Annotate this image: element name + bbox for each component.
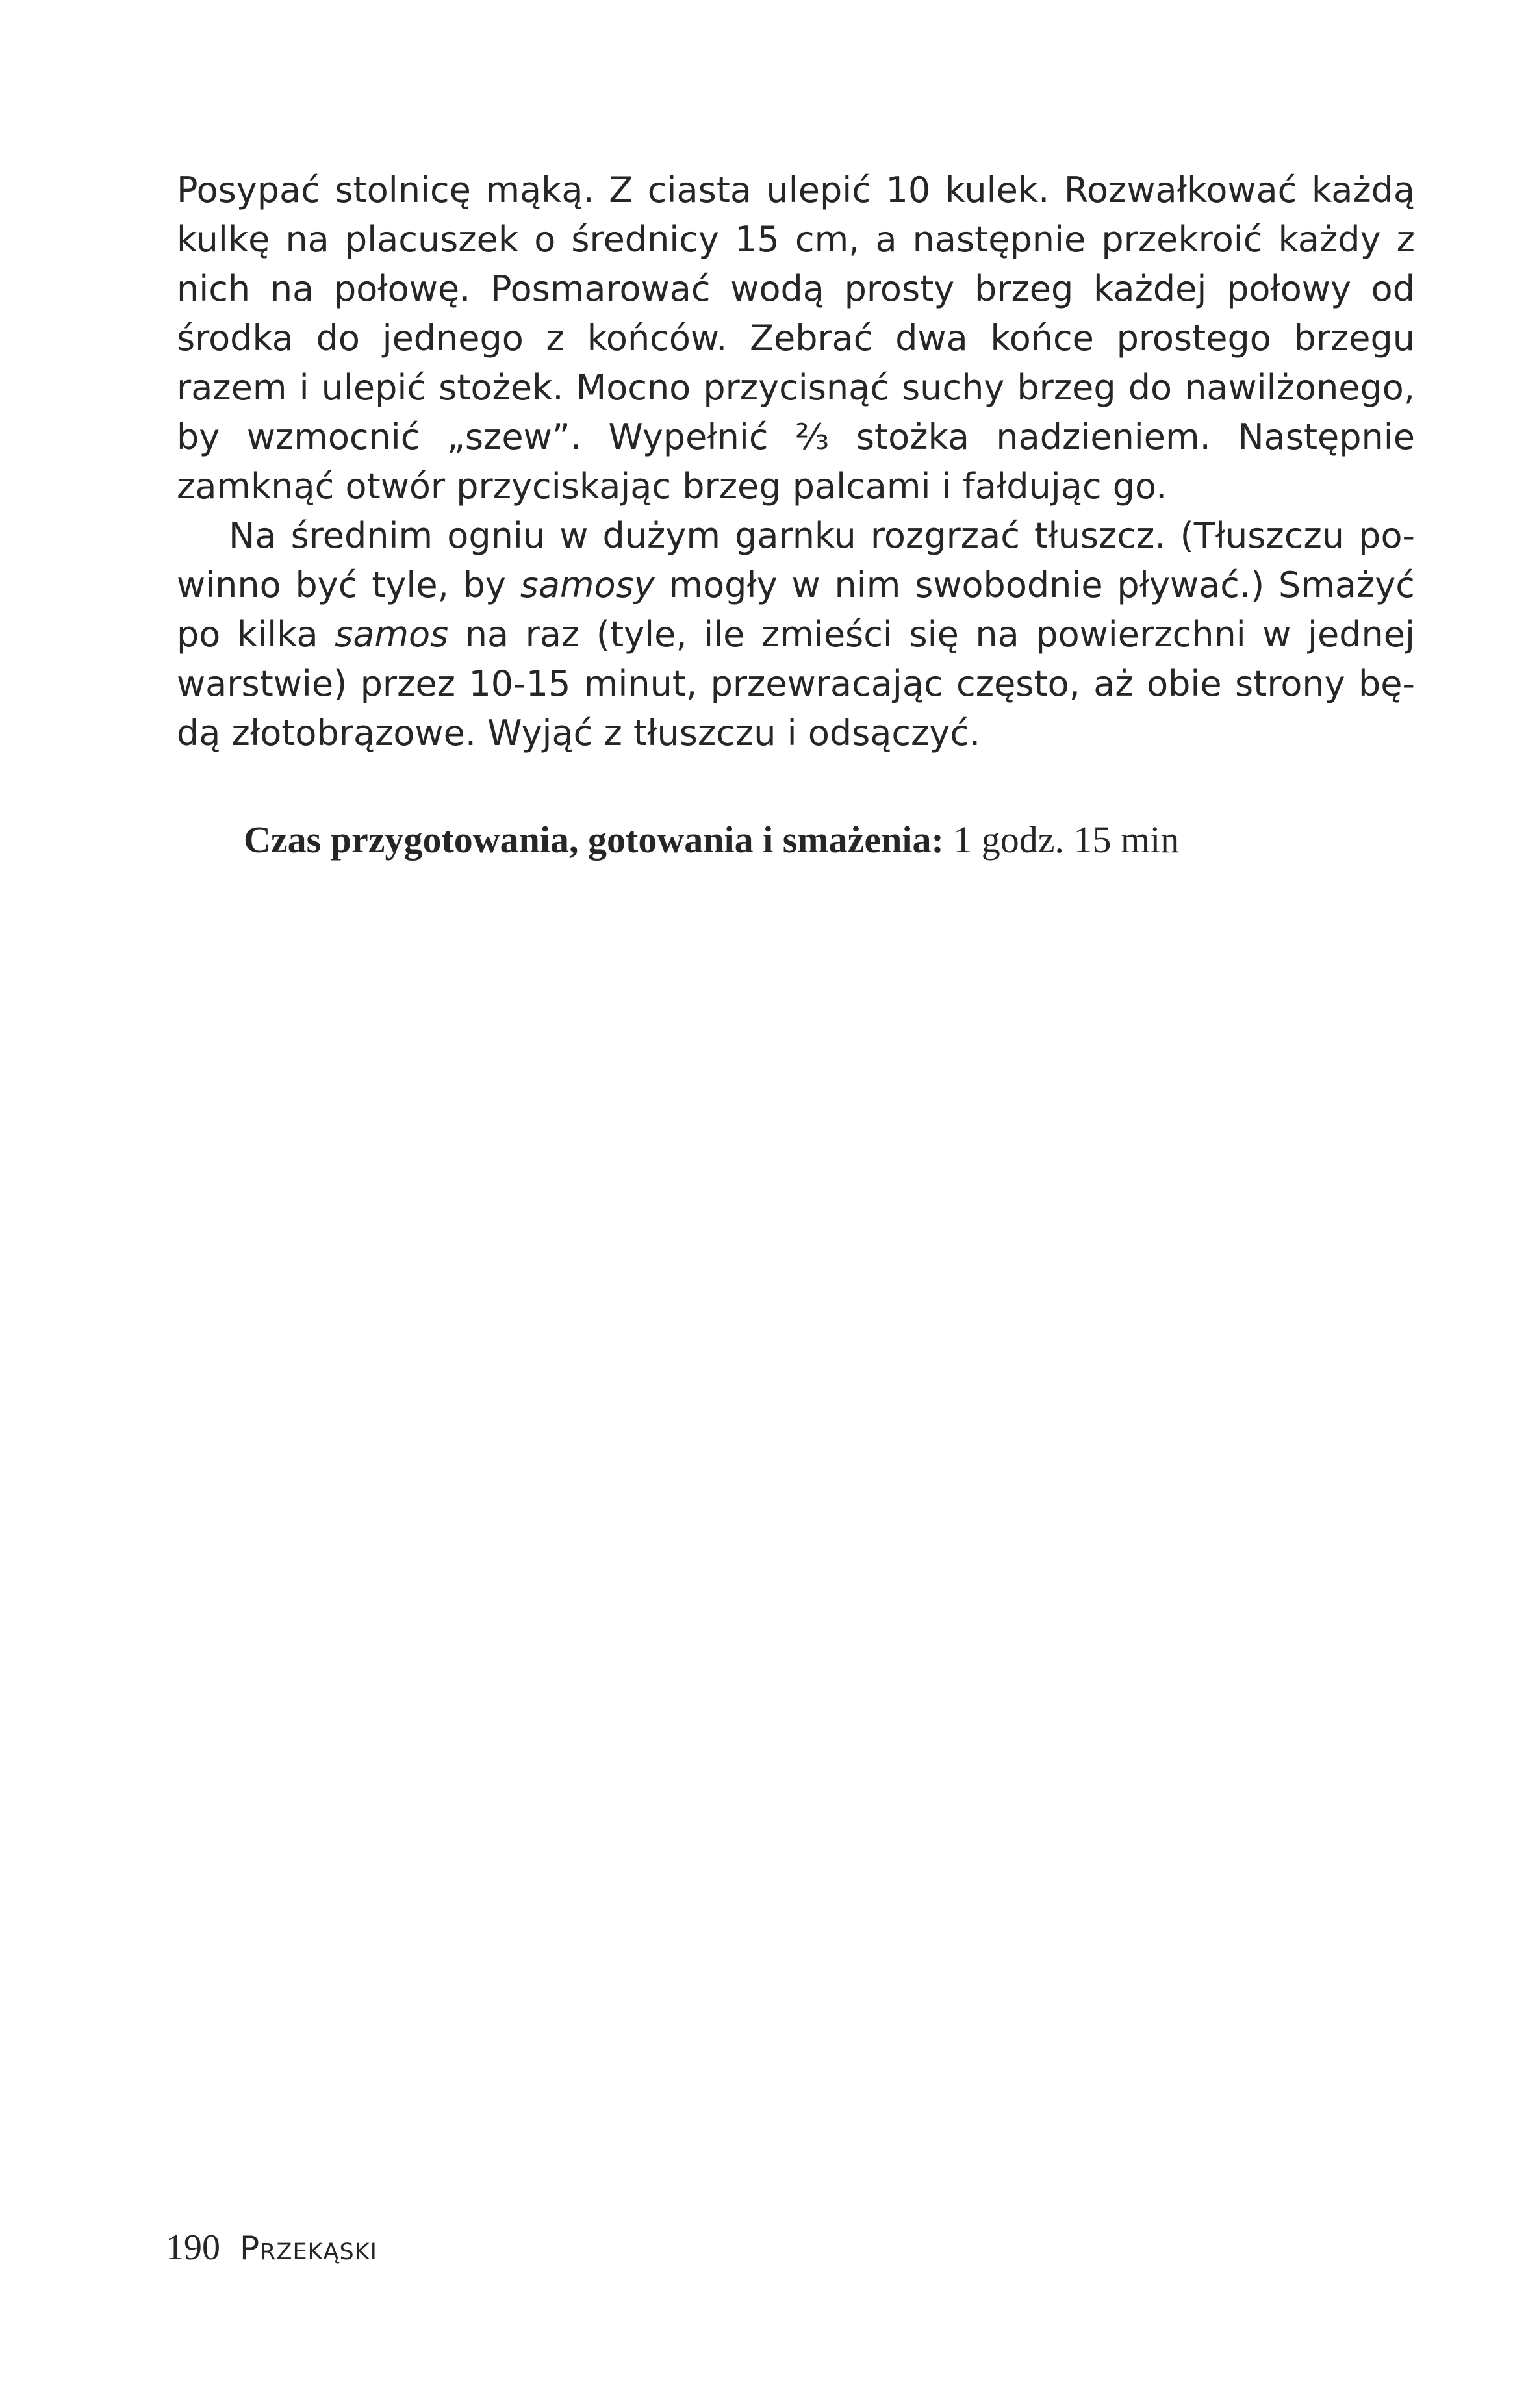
frying-italic-samosy: samosy [520,564,655,605]
section-title: Przekąski [240,2229,377,2267]
recipe-instructions [177,166,1415,758]
frying-text-part-3: na raz (tyle, ile zmieści się na powierzchni w jednej warstwie) przez 10-15 minut, przewracając często, aż obie strony będą złotobrązowe. Wyjąć z tłuszczu i odsączyć. [177,614,1415,754]
instruction-paragraph-frying [177,511,1415,758]
frying-text-part-2: mogły w nim swobodnie pływać.) Smażyć po kilka [177,564,1415,655]
preparation-time [244,815,1413,865]
preparation-time-value: 1 godz. 15 min [943,818,1180,861]
frying-text-part-1: Na średnim ogniu w dużym garnku rozgrzać tłuszcz. (Tłuszczu powinno być tyle, by [177,515,1415,605]
preparation-time-label: Czas przygotowania, gotowania i smażenia: [244,818,944,861]
instruction-paragraph-shaping: Posypać stolnicę mąką. Z ciasta ulepić 10 kulek. Rozwałkować każdą kulkę na placuszek o średnicy 15 cm, a następnie przekroić każdy z nich na połowę. Posmarować wodą prosty brzeg każdej połowy od środka do jednego z końców. Zebrać dwa końce prostego brzegu razem i ulepić stożek. Mocno przycisnąć suchy brzeg do nawilżonego, by wzmocnić „szew”. Wypełnić ⅔ stożka nadzieniem. Następnie zamknąć otwór przyciskając brzeg palcami i fałdując go. [177,170,1415,507]
page-number: 190 [166,2227,220,2268]
page-footer [166,2225,377,2271]
frying-italic-samos: samos [335,614,449,655]
